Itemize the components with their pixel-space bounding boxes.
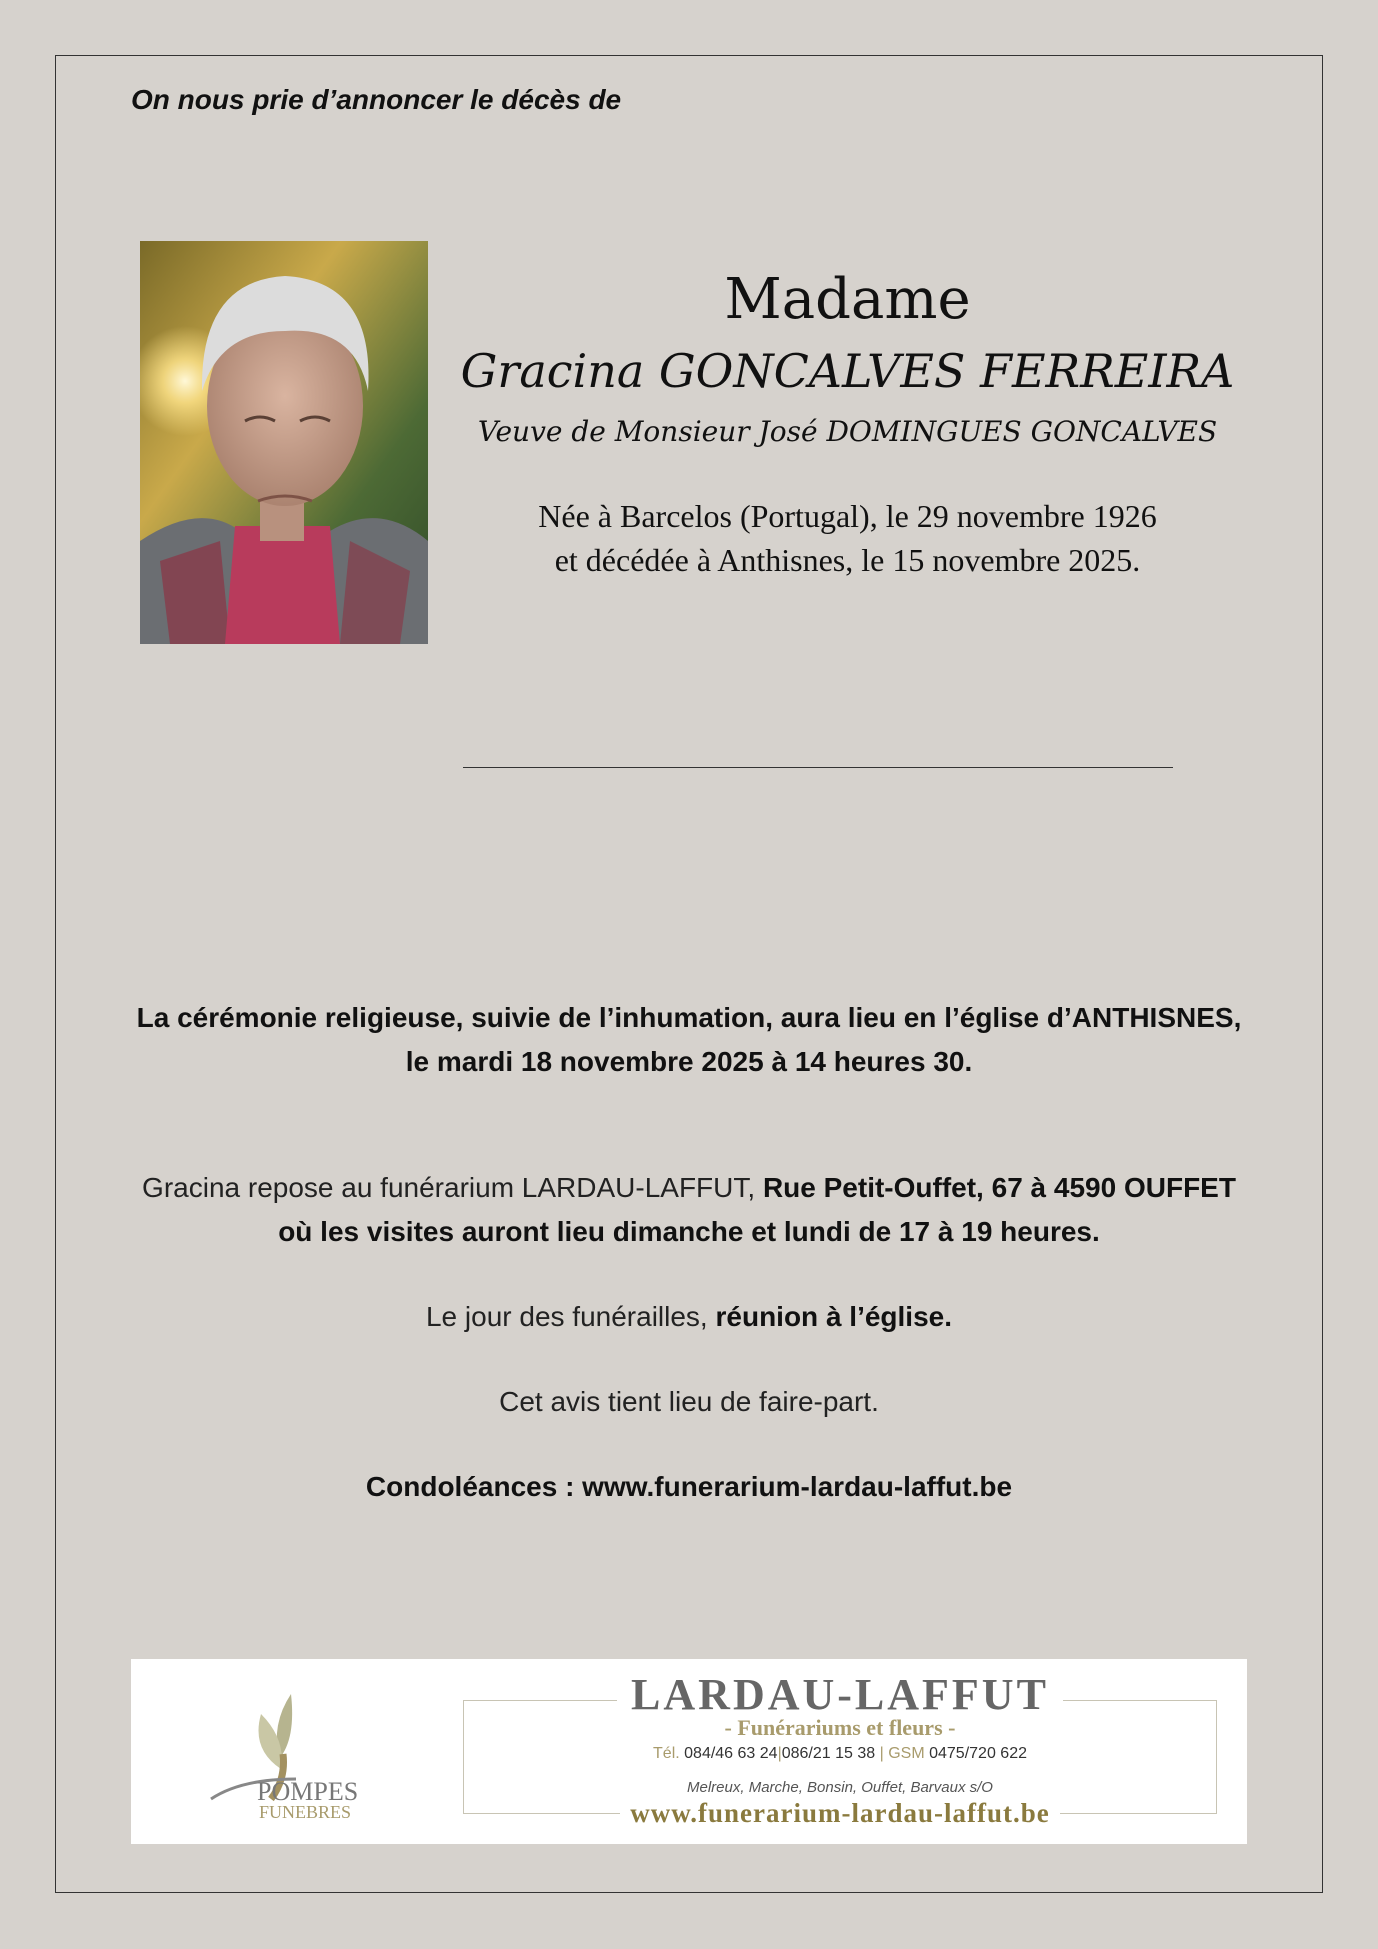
tel-label: Tél. bbox=[653, 1745, 680, 1762]
contact-phones: Tél. 084/46 63 24|086/21 15 38 | GSM 0475/720 622 bbox=[653, 1745, 1027, 1762]
tel-1: 084/46 63 24 bbox=[684, 1745, 778, 1762]
tel-2: 086/21 15 38 bbox=[781, 1745, 876, 1762]
funeral-day-info bbox=[56, 1295, 1322, 1339]
funerarium-intro: Gracina repose au funérarium LARDAU-LAFFUT, bbox=[142, 1172, 763, 1203]
pompes-funebres-emblem bbox=[201, 1679, 381, 1829]
brand-name: LARDAU-LAFFUT bbox=[617, 1669, 1063, 1720]
emblem-text-2: FUNEBRES bbox=[259, 1802, 352, 1822]
visiting-hours: où les visites auront lieu dimanche et lundi de 17 à 19 heures. bbox=[278, 1216, 1100, 1247]
funeral-day-emphasis: réunion à l’église. bbox=[715, 1301, 953, 1332]
ceremony-line-1: La cérémonie religieuse, suivie de l’inhumation, aura lieu en l’église d’ANTHISNES, bbox=[136, 1002, 1242, 1033]
deceased-identity bbox=[460, 262, 1235, 582]
honorific-title: Madame bbox=[724, 267, 971, 332]
birth-line: Née à Barcelos (Portugal), le 29 novembre 1926 bbox=[538, 498, 1157, 534]
spouse-line: Veuve de Monsieur José DOMINGUES GONCALVES bbox=[477, 415, 1218, 448]
funerarium-address: Rue Petit-Ouffet, 67 à 4590 OUFFET bbox=[762, 1172, 1236, 1203]
condolences-line: Condoléances : www.funerarium-lardau-laffut.be bbox=[365, 1471, 1013, 1502]
funeral-home-logo bbox=[131, 1659, 1247, 1844]
brand-tagline: - Funérariums et fleurs - bbox=[724, 1715, 956, 1740]
deceased-photo bbox=[140, 241, 428, 644]
announcement-intro: On nous prie d’annoncer le décès de bbox=[131, 84, 622, 115]
locations-list: Melreux, Marche, Bonsin, Ouffet, Barvaux s/O bbox=[687, 1779, 993, 1796]
gsm-number: 0475/720 622 bbox=[929, 1745, 1027, 1762]
deceased-name: Gracina GONCALVES FERREIRA bbox=[460, 344, 1235, 398]
ceremony-info bbox=[56, 996, 1322, 1084]
life-dates bbox=[460, 494, 1235, 582]
funerarium-info bbox=[56, 1166, 1322, 1254]
emblem-text-1: POMPES bbox=[257, 1777, 359, 1806]
notice-line: Cet avis tient lieu de faire-part. bbox=[499, 1386, 879, 1417]
funerarium-line-1 bbox=[56, 1166, 1322, 1210]
website-line bbox=[463, 1798, 1217, 1829]
website-link[interactable]: www.funerarium-lardau-laffut.be bbox=[620, 1798, 1059, 1829]
death-line: et décédée à Anthisnes, le 15 novembre 2025. bbox=[554, 542, 1141, 578]
brand-heading bbox=[463, 1669, 1217, 1720]
separator-line bbox=[463, 767, 1173, 768]
ceremony-line-2: le mardi 18 novembre 2025 à 14 heures 30. bbox=[405, 1046, 973, 1077]
gsm-label: GSM bbox=[888, 1745, 925, 1762]
funeral-day-prefix: Le jour des funérailles, bbox=[425, 1301, 716, 1332]
